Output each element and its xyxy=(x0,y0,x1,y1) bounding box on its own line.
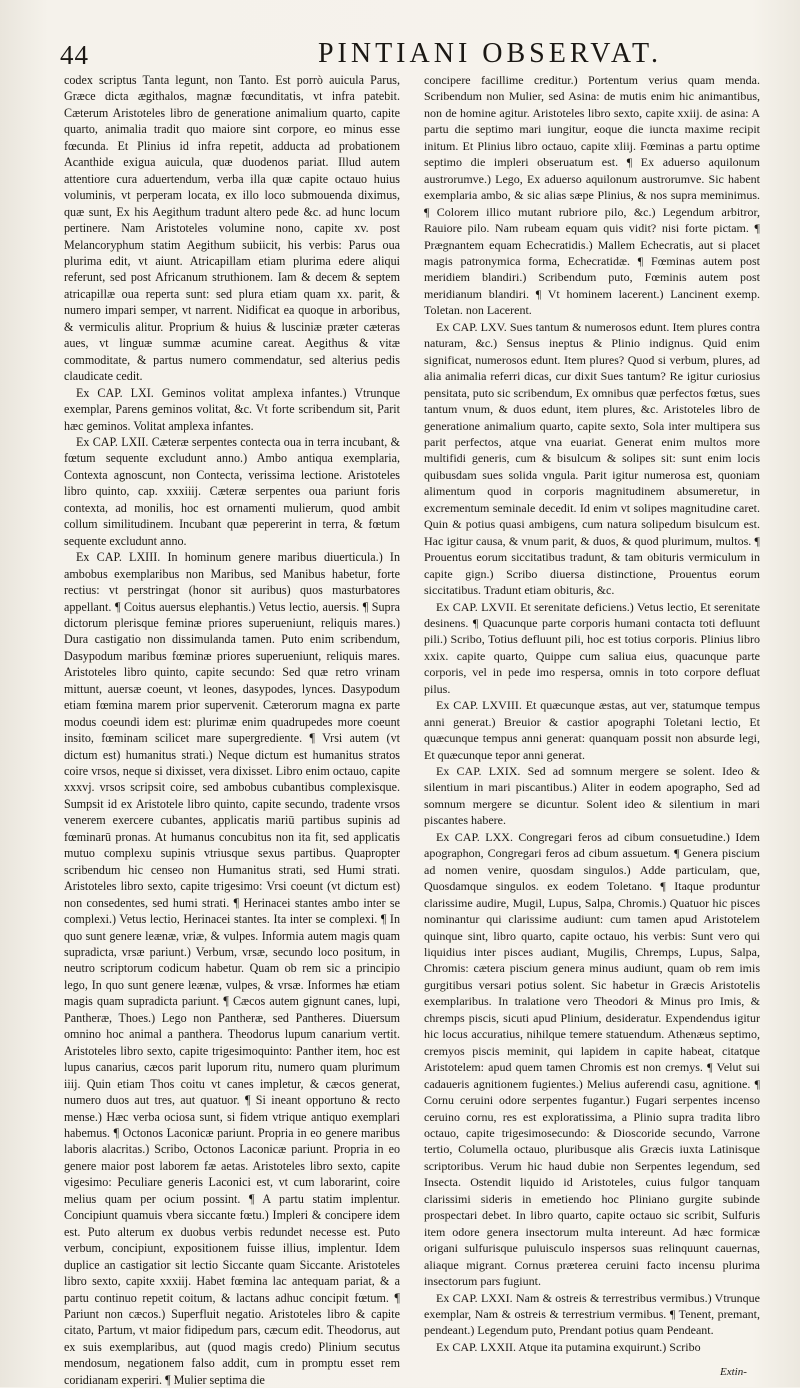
running-title: PINTIANI OBSERVAT. xyxy=(317,38,663,69)
paragraph: Ex CAP. LXII. Cæteræ serpentes contecta oua in terra incubant, & fœtum sequente excludunt anno.) Ambo antiqua exemplaria, Contexta agnoscunt, non Contecta, verissima lectione. Aristoteles libro quinto, cap. xxxiiij. Cæteræ serpentes oua pariunt foris contexta, ad monilis, hoc est ornamenti mulierum, quod ambit collum similitudinem. Incubant quæ pepererint in terra, & fœtum sequente excludunt anno. xyxy=(64,434,400,548)
right-column xyxy=(424,72,760,1372)
paragraph: Ex CAP. LXIX. Sed ad somnum mergere se solent. Ideo & silentium in mari piscantibus.) Aliter in eodem apographo, Sed ad somnum mergere se dicuntur. Solent ideo & silentium in mari piscantes habere. xyxy=(424,764,760,828)
page-header xyxy=(60,38,780,72)
paragraph: Ex CAP. LXV. Sues tantum & numerosos edunt. Item plures contra naturam, &c.) Sensus ineptus & Plinio indignus. Quid enim significat, numerosos edunt. Item plures? Quod si verbum, plures, ad alia animalia referri dicas, cur dixit Sues tantum? Re igitur curiosius pensitata, puto sic scribendum, Ex omnibus quæ perfectos fœtus, sues tantum vnum, & duos edunt, item plures, &c. Aristoteles libro de generatione animalium quarto, capite sexto, Sola inter multipera sus parit perfectos, atque vna euariat. Generat enim multos more multifidi generis, cum & bisulcum & solipes sit: sunt enim locis quibusdam sues solida vngula. Parit igitur numerosa est, quoniam alimentum quod in corporis magnitudinem absumeretur, in excrementum seminale decedit. Id enim vt solipes magnitudine caret. Quin & potius quasi ambigens, cum natura solipedum bisulcum est. Hac igitur causa, & vnum parit, & duos, & quod plurimum, multos. ¶ Prouentus eorum siccitatibus tradunt, & tam obituris vermiculum in capite gign.) Scribo diuersa distinctione, Prouentus eorum siccitatibus. Tradunt etiam obituris, &c. xyxy=(424,319,760,598)
paragraph: Ex CAP. LXX. Congregari feros ad cibum consuetudine.) Idem apographon, Congregari feros ad cibum assuetum. ¶ Genera piscium ad nomen venire, quosdam singulos.) Adde particulam, que, Quosdamque singulos. ex eodem Toletano. ¶ Itaque produntur clarissime audire, Mugil, Lupus, Salpa, Chromis.) Quatuor hic pisces nominantur qui clarissime audiunt: cum tamen apud Aristotelem quinque sint, libro quarto, capite octauo, his verbis: Sunt vero qui liquidius inter pisces audiant, Mugilis, Chremps, Lupus, Salpa, Chromis: cætera piscium genera minus audiunt, quam ob rem imis gurgitibus versari potius solent. Sic habetur in Græcis Aristotelis exemplaribus. In tralatione vero Theodori & Minus pro Imis, & chremps piscis, sicuti apud Plinium, desideratur. Expendendus igitur hic locus accuratius, nihilque temere statuendum. Athenæus septimo, cremyos piscis meminit, qui lapidem in capite habeat, citatque Aristotelem: apud quem tamen Chromis est non cremys. ¶ Velut sui cadaueris agnitionem fugientes.) Melius auferendi casu, agnitione. ¶ Cornu ceruini odore serpentes fugantur.) Fugari serpentes incenso ceruino cornu, res est exploratissima, a Plinio supra tradita libro octauo, capite trigesimosecundo: & Dioscoride secundo, Varrone tertio, Columella octauo, pluribusque alis Græcis iuxta Latinisque scriptoribus. Verum hic haud dubie non Serpentes legendum, sed Insecta. Ostendit liquido id Aristoteles, cuius fulgor tanquam clarissimi sideris in emetiendo hoc Pliniano gurgite subinde prospectari debet. In libro quarto, capite octauo sic scribit, Sulfuris item odore genera insectorum multa intereunt. Ad hæc formicæ origani sulfurisque puluisculo inspersos suas relinquunt cauernas, aliaque migrant. Cornus præterea ceruini facto incensu plurima insectorum pars fugiunt. xyxy=(424,829,760,1289)
paragraph: concipere facillime creditur.) Portentum verius quam menda. Scribendum non Mulier, sed Asina: de mutis enim hic animantibus, non de homine agitur. Aristoteles libro sexto, capite xxiij. de asina: A partu die septimo mari iungitur, eoque die iuncta maxime recipit initum. Et Plinius libro octauo, capite xliij. Fœminas a partu optime septimo die impleri obseruatum est. ¶ Ex aduerso aquilonum austrorumve.) Lego, Ex aduerso aquilonum austrorumve. Sic habent exemplaria ambo, & sic alias sæpe Plinius, & nos supra meminimus. ¶ Colorem illico mutant rubriore pilo, &c.) Legendum arbitror, Rauiore pilo. Nam rubeam equam quis vidit? nisi forte pictam. ¶ Prægnantem equam Echecratidis.) Mallem Echecratis, aut si placet magis patronymica forma, Echecratidæ. ¶ Fœminas autem post meridiem blandiri.) Scribendum puto, Fœminis autem post meridianum blandiri. ¶ Vt hominem lacerent.) Lancinent exemp. Toletan. non Lacerent. xyxy=(424,73,760,318)
paragraph: Ex CAP. LXXI. Nam & ostreis & terrestribus vermibus.) Vtrunque exemplar, Nam & ostreis & terrestrium vermibus. ¶ Tenent, premant, pendeant.) Legendum puto, Prendant potius quam Pendeant. xyxy=(424,1290,760,1338)
paragraph: Ex CAP. LXVII. Et serenitate deficiens.) Vetus lectio, Et serenitate desinens. ¶ Quacunque parte corporis humani contacta toti defluunt pili.) Scribo, Totius defluunt pili, hoc est totius corporis. Plinius libro xxix. capite quarto, Quippe cum saliua eius, quacunque parte corporis, vel in pede imo respersa, omnis in toto corpore defluat pilus. xyxy=(424,599,760,696)
paragraph: Ex CAP. LXVIII. Et quæcunque æstas, aut ver, statumque tempus anni generat.) Breuior & castior apographi Toletani lectio, Et quæcunque tempus anni generat: quanquam possit non absurde legi, Et quæcunque tepor anni generat. xyxy=(424,698,760,762)
paragraph: codex scriptus Tanta legunt, non Tanto. Est porrò auicula Parus, Græce dicta ægithalos, magnæ fœcunditatis, vt infra patebit. Cæterum Aristoteles libro de generatione animalium quarto, capite quarto, animalia tradit quo maiore sint corpore, eo minus esse fœcunda. Et Plinius id infra repetit, adducta ad probationem Acanthide exigua auicula, quæ duodenos pariat. Illud autem attentiore cura aduertendum, verba illa quæ capite octauo huius voluminis, vt perperam locata, ex illo loco submouenda diximus, quæ sunt, Ex his Aegithum tradunt altero pede &c. ad hunc locum pertinere. Nam Aristoteles volumine nono, capite xv. post Melancoryphum statim Aegithum subiicit, his verbis: Parus oua plurima edit, vt aiunt. Atricapillam etiam plurima edere aliqui referunt, sed post Africanum struthionem. Iam & decem & septem atricapillæ oua reperta sunt: sed plura etiam quam xx. parit, & numero impari semper, vt narrent. Nidificat ea quoque in arboribus, & vermiculis alitur. Proprium & huius & lusciniæ præter cæteras aues, vt linguæ summæ acumine careat. Aegithus & vitæ commoditate, & partus numero commendatur, sed alterius pedis claudicate cedit. xyxy=(64,73,400,384)
paragraph: Ex CAP. LXIII. In hominum genere maribus diuerticula.) In ambobus exemplaribus non Maribus, sed Manibus habetur, forte rectius: vt perstringat (honor sit auribus) quos masturbatores appellant. ¶ Coitus auersus elephantis.) Vetus lectio, auersis. ¶ Supra dictorum plerisque feminæ priores superueniunt, reliquis mares.) Dura castigatio non dissimulanda tamen. Puto enim scribendum, Dasypodum maribus fœminæ priores superueniunt, reliquis mares. Aristoteles libro quinto, capite secundo: Sed quæ retro vrinam mittunt, auersæ coeunt, vt leones, dasypodes, lynces. Dasypodum etiam fœmina marem prior supervenit. Cæterorum magna ex parte modus coeundi idem est: plurimæ enim quadrupedes more coeunt insito, fœminam scilicet mare supergrediente. ¶ Vrsi autem (vt dictum est) humanitus strati.) Neque dictum est humanitus stratos coire vrsos, neque si dixisset, vera dixisset. Libro enim octauo, capite xxxvj. vrsos scripsit coire, sed ambobus cubantibus complexisque. Sumpsit id ex Aristotele libro quinto, capite secundo, tradente vrsos venerem exercere cubantes, applicatis mariū partibus supinis ad fœminarū pronas. At humanus concubitus non ita fit, sed applicatis mutuo complexu supinis vtriusque sexus partibus. Quapropter scribendum hic censeo non Humanitus strati, sed Humi strati. Aristoteles libro sexto, capite trigesimo: Vrsi coeunt (vt dictum est) non consedentes, sed humi strati. ¶ Herinacei stantes ambo inter se complexi.) Vetus lectio, Herinacei stantes. Ita inter se complexi. ¶ In quo sunt genere leænæ, vriæ, & vulpes. Informia autem magis quam supradicta, vrsæ pariunt.) Verbum, vrsæ, secundo loco positum, in neutro scriptorum codicum habetur. Quam ob rem sic a principio lego, In quo sunt genere leænæ, vulpes, & vrsæ. Informes hæ etiam magis quam supradicta pariunt. ¶ Cæcos autem gignunt canes, lupi, Pantheræ, Thoes.) Lego non Pantheræ, sed Pantheres. Diuersum omnino hoc animal a panthera. Theodorus lupum canarium vertit. Aristoteles libro sexto, capite trigesimoquinto: Panther item, hoc est lupus canarius, cæcos parit luporum ritu, numero quam plurimum iiij. Quin etiam Thos coitu vt canes impletur, & cæcos generat, numero duos aut tres, aut quatuor. ¶ Si ineant opportuno & recto mense.) Hæc verba ociosa sunt, si fidem vtrique antiquo exemplari habemus. ¶ Octonos Laconicæ pariunt. Propria in eo genere maribus laboris alacritas.) Scribo, Octonos Laconicæ pariunt. Propria in eo genere maior post laborem fæ aetas. Aristoteles libro sexto, capite vigesimo: Peculiare generis Laconici est, vt cum laborarint, coire melius quam per ocium possint. ¶ A partu statim implentur. Concipiunt quamuis vbera siccante fœtu.) Impleri & concipere idem est. Puto alterum ex duobus verbis redundet necesse est. Puto verbum, concipiunt, expositionem fuisse illius, implentur. Idem duplice an castigatior sit lectio Siccante quam Siccante. Aristoteles libro sexto, capite xxxiij. Habet fœmina lac antequam pariat, & a partu continuo repetit coitum, & lactans adhuc concipit fœtum. ¶ Pariunt non cæcos.) Superfluit negatio. Aristoteles libro & capite citato, Partum, vt maior fidipedum pars, cæcum edit. Theodorus, aut ex suis exemplaribus, aut (quod magis credo) Plinium secutus mendosum, negationem falso addit, cum in promptu esset rem coridianam experiri. ¶ Mulier septima die xyxy=(64,550,400,1387)
catchword: Extin- xyxy=(720,1366,747,1378)
paragraph: Ex CAP. LXXII. Atque ita putamina exquirunt.) Scribo xyxy=(436,1339,701,1354)
paragraph: Ex CAP. LXI. Geminos volitat amplexa infantes.) Vtrunque exemplar, Parens geminos volitat, &c. Vt forte scribendum sit, Parit hæc geminos. Volitat amplexa infantes. xyxy=(64,385,400,433)
left-column xyxy=(64,72,400,1387)
page-number: 44 xyxy=(60,40,89,70)
